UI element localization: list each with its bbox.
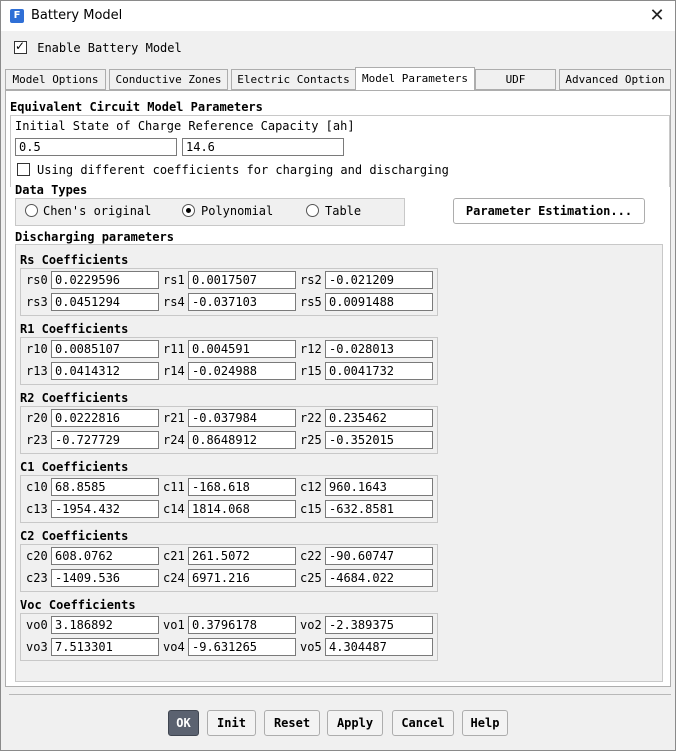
coef-field-c21[interactable]	[188, 547, 296, 565]
coef-field-rs2[interactable]	[325, 271, 433, 289]
tab-model-options[interactable]: Model Options	[5, 69, 106, 90]
radio-table-label: Table	[325, 204, 362, 218]
coef-label-r10: r10	[26, 342, 48, 356]
coef-label-r24: r24	[163, 433, 185, 447]
coef-field-rs0[interactable]	[51, 271, 159, 289]
coef-label-rs5: rs5	[300, 295, 322, 309]
coef-label-vo2: vo2	[300, 618, 322, 632]
ecm-title: Equivalent Circuit Model Parameters	[10, 100, 263, 114]
coef-label-r23: r23	[26, 433, 48, 447]
coef-field-r11[interactable]	[188, 340, 296, 358]
discharging-title: Discharging parameters	[15, 230, 174, 244]
coef-label-c23: c23	[26, 571, 48, 585]
coef-label-r14: r14	[163, 364, 185, 378]
coef-field-vo5[interactable]	[325, 638, 433, 656]
tab-electric-contacts[interactable]: Electric Contacts	[231, 69, 356, 90]
voc-coefficients-title: Voc Coefficients	[20, 598, 136, 612]
coef-field-r25[interactable]	[325, 431, 433, 449]
tab-advanced-option[interactable]: Advanced Option	[559, 69, 671, 90]
tab-model-parameters[interactable]: Model Parameters	[355, 67, 475, 91]
coef-field-r13[interactable]	[51, 362, 159, 380]
coef-label-rs1: rs1	[163, 273, 185, 287]
coef-field-c10[interactable]	[51, 478, 159, 496]
coef-label-r13: r13	[26, 364, 48, 378]
tab-udf[interactable]: UDF	[475, 69, 556, 90]
parameter-estimation-button[interactable]: Parameter Estimation...	[453, 198, 645, 224]
diff-coeff-checkbox[interactable]	[17, 163, 30, 176]
c2-coefficients-title: C2 Coefficients	[20, 529, 129, 543]
ok-button[interactable]: OK	[168, 710, 199, 736]
coef-field-rs3[interactable]	[51, 293, 159, 311]
c1-coefficients-title: C1 Coefficients	[20, 460, 129, 474]
capacity-field[interactable]	[182, 138, 344, 156]
coef-label-r15: r15	[300, 364, 322, 378]
enable-battery-model-checkbox[interactable]	[14, 40, 182, 55]
coef-label-r22: r22	[300, 411, 322, 425]
coef-label-vo3: vo3	[26, 640, 48, 654]
close-icon[interactable]: ✕	[649, 5, 665, 26]
coef-field-rs5[interactable]	[325, 293, 433, 311]
capacity-label: Initial State of Charge Reference Capacity [ah]	[15, 119, 355, 133]
enable-checkbox-box[interactable]	[14, 41, 27, 54]
diff-coeff-label: Using different coefficients for charging and discharging	[37, 163, 449, 177]
coef-field-r22[interactable]	[325, 409, 433, 427]
coef-field-c11[interactable]	[188, 478, 296, 496]
coef-label-r11: r11	[163, 342, 185, 356]
model-parameters-page	[5, 90, 671, 687]
coef-label-c12: c12	[300, 480, 322, 494]
coef-label-c13: c13	[26, 502, 48, 516]
apply-button[interactable]: Apply	[327, 710, 383, 736]
r1-coefficients-title: R1 Coefficients	[20, 322, 129, 336]
coef-field-c20[interactable]	[51, 547, 159, 565]
radio-table[interactable]	[306, 204, 319, 217]
radio-polynomial[interactable]	[182, 204, 195, 217]
soc-field[interactable]	[15, 138, 177, 156]
coef-field-r12[interactable]	[325, 340, 433, 358]
coef-label-vo4: vo4	[163, 640, 185, 654]
coef-field-c23[interactable]	[51, 569, 159, 587]
coef-label-vo0: vo0	[26, 618, 48, 632]
window-title: Battery Model	[31, 8, 123, 23]
coef-field-vo3[interactable]	[51, 638, 159, 656]
coef-field-r14[interactable]	[188, 362, 296, 380]
title-bar	[1, 1, 675, 31]
rs-coefficients-title: Rs Coefficients	[20, 253, 129, 267]
coef-label-c22: c22	[300, 549, 322, 563]
coef-label-rs2: rs2	[300, 273, 322, 287]
coef-field-c14[interactable]	[188, 500, 296, 518]
coef-field-r23[interactable]	[51, 431, 159, 449]
init-button[interactable]: Init	[207, 710, 256, 736]
reset-button[interactable]: Reset	[264, 710, 320, 736]
coef-field-r10[interactable]	[51, 340, 159, 358]
coef-label-c14: c14	[163, 502, 185, 516]
separator	[9, 694, 671, 695]
coef-field-c25[interactable]	[325, 569, 433, 587]
coef-label-r21: r21	[163, 411, 185, 425]
enable-battery-model-label: Enable Battery Model	[37, 40, 182, 55]
coef-field-rs4[interactable]	[188, 293, 296, 311]
coef-label-c15: c15	[300, 502, 322, 516]
coef-field-c15[interactable]	[325, 500, 433, 518]
coef-field-r15[interactable]	[325, 362, 433, 380]
coef-field-r21[interactable]	[188, 409, 296, 427]
coef-label-r12: r12	[300, 342, 322, 356]
cancel-button[interactable]: Cancel	[392, 710, 454, 736]
coef-field-vo2[interactable]	[325, 616, 433, 634]
coef-label-rs4: rs4	[163, 295, 185, 309]
coef-label-vo1: vo1	[163, 618, 185, 632]
coef-label-c11: c11	[163, 480, 185, 494]
coef-label-r25: r25	[300, 433, 322, 447]
coef-field-r20[interactable]	[51, 409, 159, 427]
coef-field-vo0[interactable]	[51, 616, 159, 634]
data-types-title: Data Types	[15, 183, 88, 197]
radio-polynomial-label: Polynomial	[201, 204, 274, 218]
tab-bar	[5, 69, 671, 90]
coef-field-c22[interactable]	[325, 547, 433, 565]
coef-label-c10: c10	[26, 480, 48, 494]
coef-label-rs0: rs0	[26, 273, 48, 287]
coef-field-c12[interactable]	[325, 478, 433, 496]
coef-field-r24[interactable]	[188, 431, 296, 449]
coef-field-vo1[interactable]	[188, 616, 296, 634]
help-button[interactable]: Help	[462, 710, 508, 736]
coef-label-rs3: rs3	[26, 295, 48, 309]
r2-coefficients-title: R2 Coefficients	[20, 391, 129, 405]
radio-chens-original-label: Chen's original	[43, 204, 152, 218]
coef-label-vo5: vo5	[300, 640, 322, 654]
coef-label-r20: r20	[26, 411, 48, 425]
app-icon: F	[10, 9, 24, 23]
tab-conductive-zones[interactable]: Conductive Zones	[109, 69, 228, 90]
coef-field-c24[interactable]	[188, 569, 296, 587]
coef-label-c20: c20	[26, 549, 48, 563]
coef-label-c21: c21	[163, 549, 185, 563]
coef-label-c24: c24	[163, 571, 185, 585]
coef-field-vo4[interactable]	[188, 638, 296, 656]
coef-field-rs1[interactable]	[188, 271, 296, 289]
radio-chens-original[interactable]	[25, 204, 38, 217]
coef-label-c25: c25	[300, 571, 322, 585]
coef-field-c13[interactable]	[51, 500, 159, 518]
